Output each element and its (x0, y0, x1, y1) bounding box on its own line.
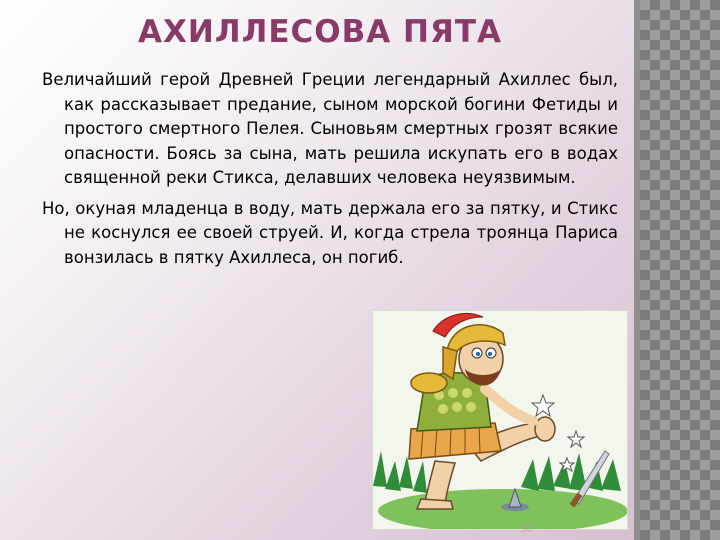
achilles-drawing (373, 311, 627, 529)
achilles-illustration (372, 310, 628, 530)
grass-ground (378, 489, 627, 529)
slide-title: АХИЛЛЕСОВА ПЯТА (138, 14, 502, 50)
decorative-checker-strip (640, 0, 720, 540)
shoulder-guard (411, 373, 447, 393)
paragraph-1: Величайший герой Древней Греции легендарный Ахиллес был, как рассказывает предание, сыном морской богини Фетиды и простого смертного Пелея. Сыновьям смертных грозят всякие опасности. Боясь за сына, мать решила искупать его в водах священной реки Стикса, делавших человека неуязвимым. (42, 70, 618, 187)
slide-body (42, 68, 618, 276)
achilles-arm (485, 389, 533, 421)
page-number: 30 (520, 524, 533, 535)
paragraph-2: Но, окуная младенца в воду, мать держала его за пятку, и Стикс не коснулся ее своей струей. И, когда стрела троянца Париса вонзилась в пятку Ахиллеса, он погиб. (42, 198, 618, 267)
